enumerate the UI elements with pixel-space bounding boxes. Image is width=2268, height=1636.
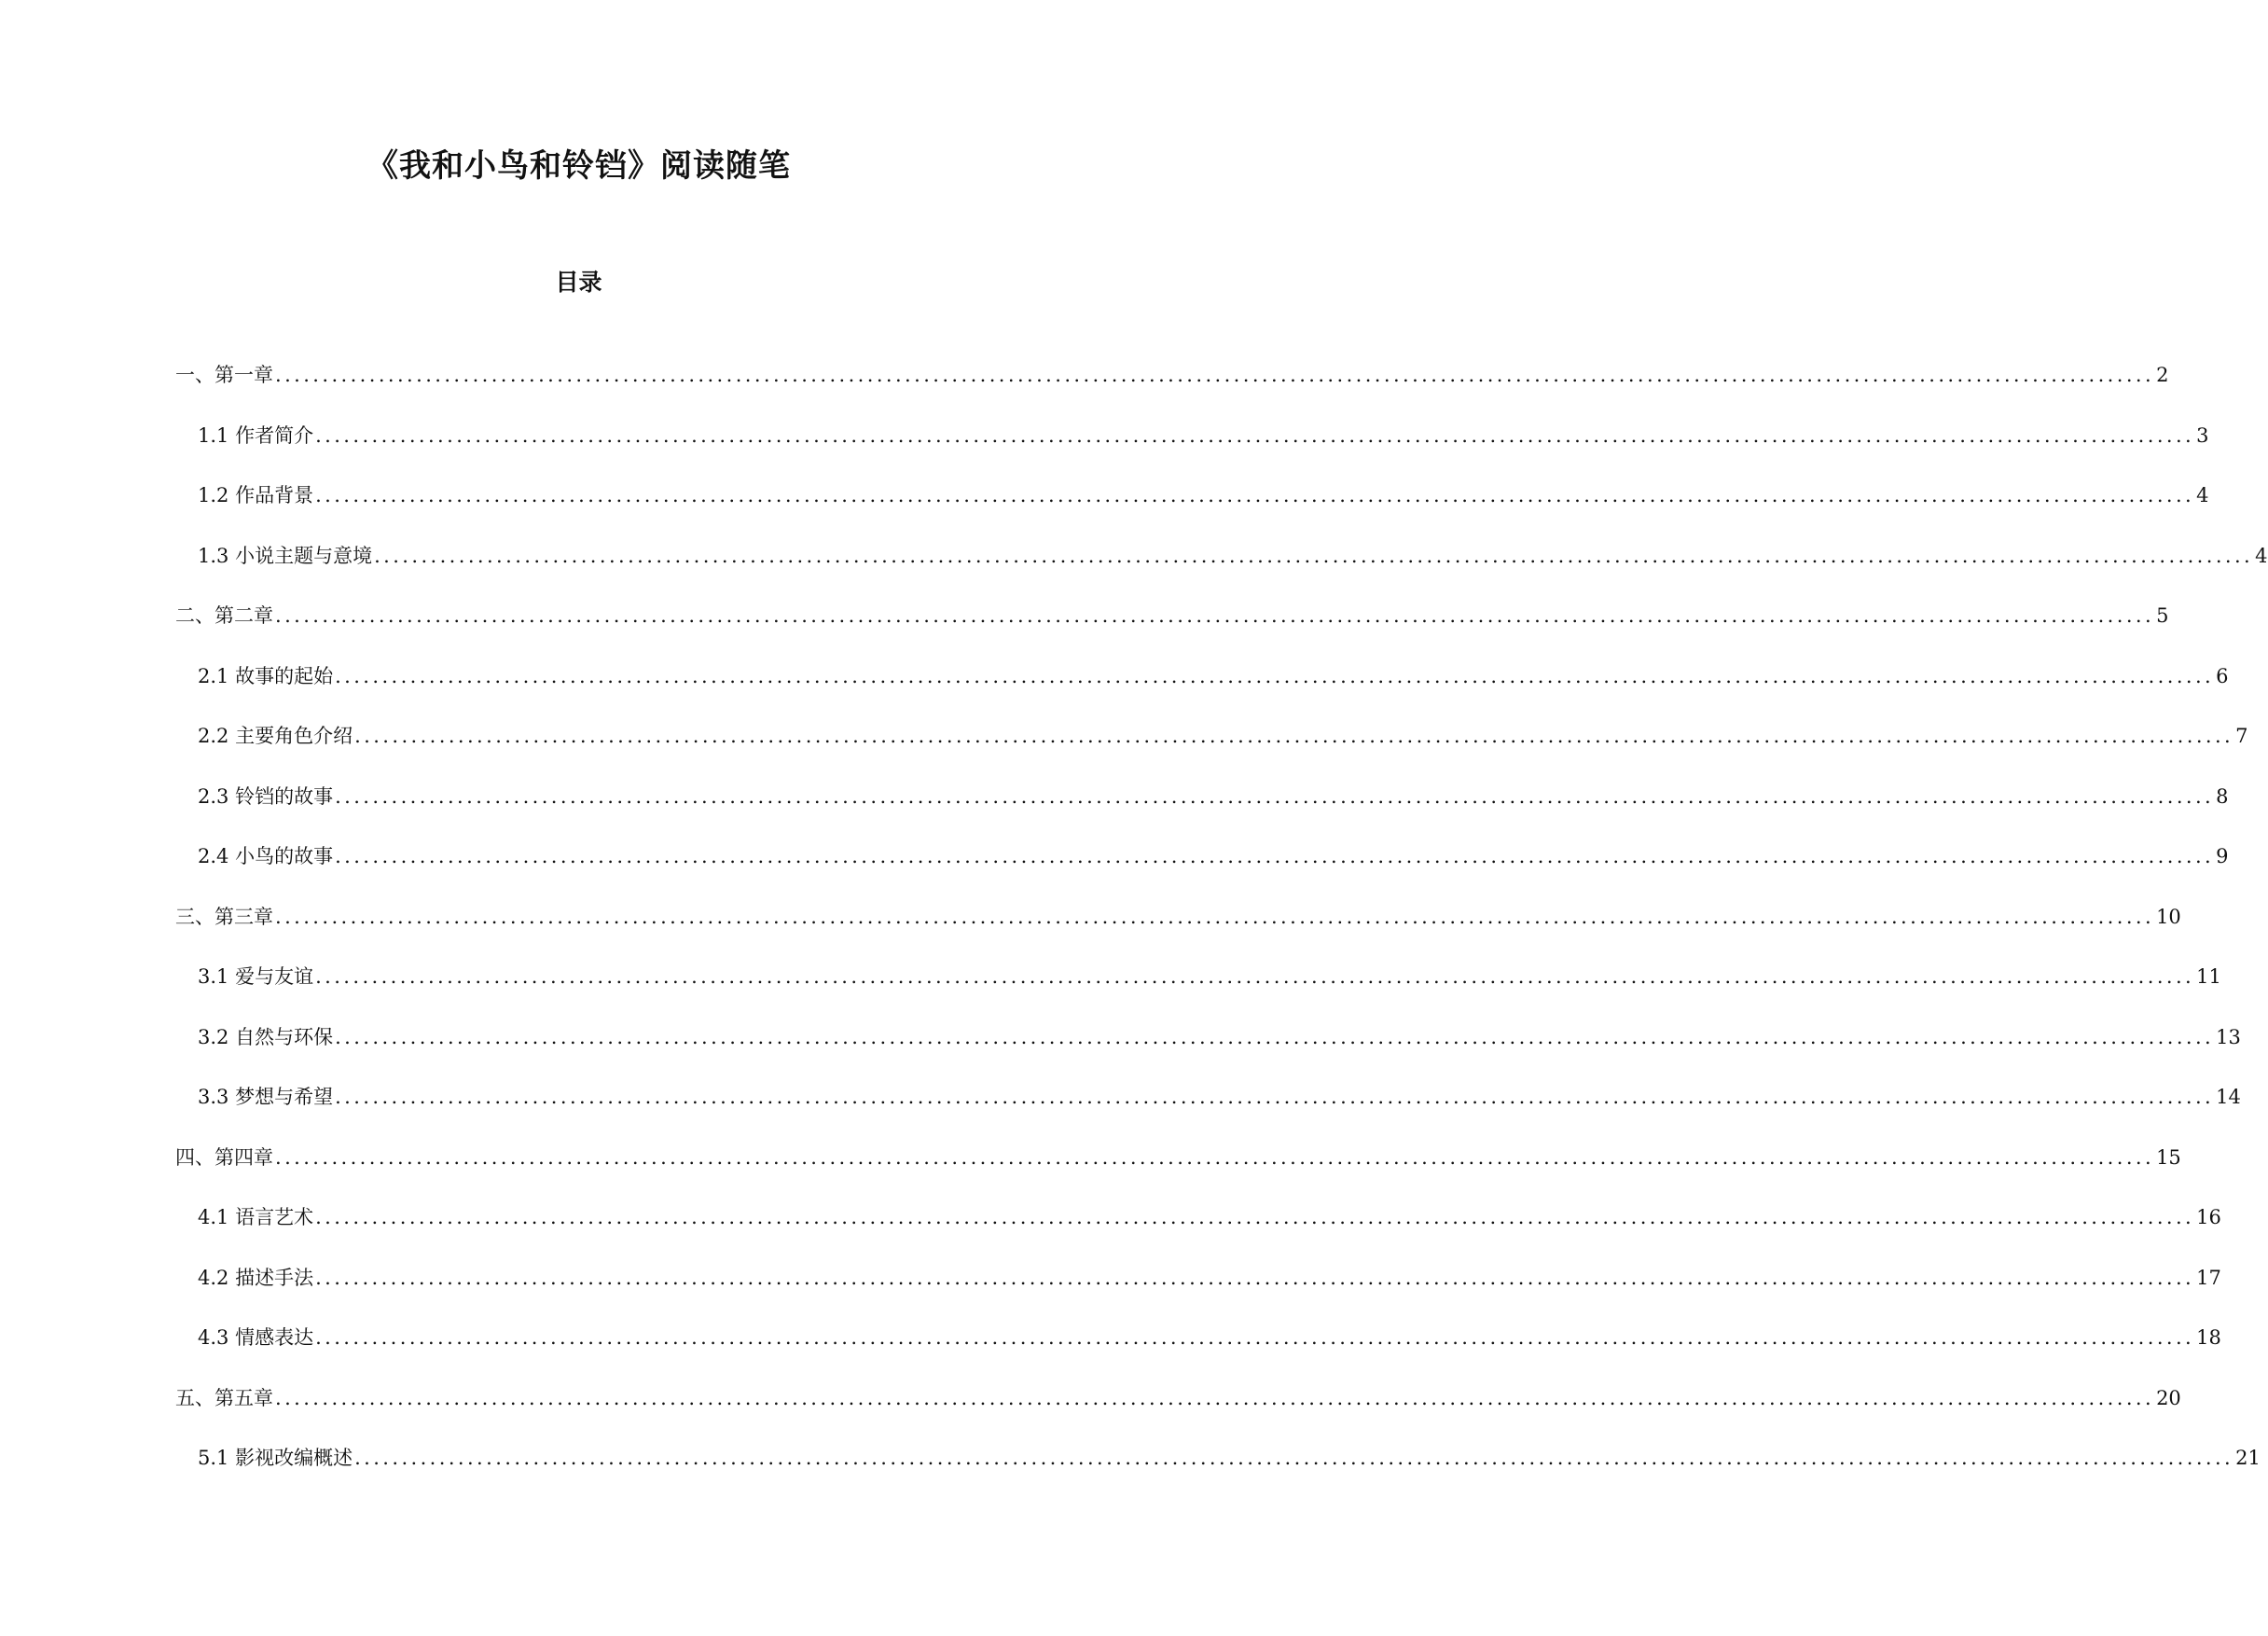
toc-entry[interactable]	[198, 477, 2209, 514]
toc-entry-page-number: 8	[2216, 784, 2229, 808]
toc-dot-leader: ........................................................................................................................................................................................................	[335, 784, 2215, 808]
toc-entry-label: 4.2 描述手法	[198, 1266, 314, 1289]
toc-dot-leader: ........................................................................................................................................................................................................	[275, 905, 2155, 928]
toc-entry-page-number: 20	[2156, 1386, 2181, 1409]
toc-entry-label: 2.1 故事的起始	[198, 664, 334, 687]
toc-dot-leader: ........................................................................................................................................................................................................	[275, 1386, 2155, 1409]
toc-entry[interactable]	[198, 1078, 2241, 1116]
toc-dot-leader: ........................................................................................................................................................................................................	[335, 1086, 2215, 1108]
toc-entry[interactable]	[175, 898, 2181, 936]
toc-entry-page-number: 13	[2216, 1025, 2241, 1048]
toc-entry-label: 1.3 小说主题与意境	[198, 544, 373, 567]
document-title: 《我和小鸟和铃铛》阅读随笔	[366, 147, 791, 185]
toc-entry-page-number: 9	[2216, 845, 2229, 867]
toc-entry[interactable]	[175, 597, 2169, 634]
toc-entry[interactable]	[198, 838, 2229, 875]
toc-dot-leader: ........................................................................................................................................................................................................	[335, 845, 2215, 867]
toc-entry-page-number: 10	[2156, 905, 2181, 928]
toc-entry[interactable]	[175, 1380, 2181, 1417]
toc-entry[interactable]	[198, 778, 2229, 815]
toc-entry-label: 一、第一章	[175, 364, 273, 386]
toc-entry-page-number: 2	[2156, 364, 2169, 386]
toc-entry[interactable]	[198, 1259, 2221, 1296]
toc-dot-leader: ........................................................................................................................................................................................................	[335, 664, 2215, 687]
toc-dot-leader: ........................................................................................................................................................................................................	[354, 725, 2234, 747]
toc-dot-leader: ........................................................................................................................................................................................................	[275, 1145, 2155, 1169]
toc-entry-label: 五、第五章	[175, 1386, 273, 1409]
toc-dot-leader: ........................................................................................................................................................................................................	[315, 1266, 2195, 1289]
toc-entry-page-number: 17	[2196, 1266, 2221, 1289]
toc-entry-label: 二、第二章	[175, 604, 273, 627]
toc-dot-leader: ........................................................................................................................................................................................................	[374, 544, 2254, 567]
toc-dot-leader: ........................................................................................................................................................................................................	[315, 423, 2195, 447]
toc-heading: 目录	[555, 269, 602, 296]
toc-entry-page-number: 4	[2196, 484, 2209, 506]
toc-entry[interactable]	[198, 417, 2209, 454]
toc-entry[interactable]	[198, 1019, 2241, 1056]
toc-entry-page-number: 11	[2196, 965, 2221, 988]
toc-entry[interactable]	[175, 1139, 2181, 1176]
toc-entry-label: 1.1 作者简介	[198, 423, 314, 447]
toc-entry[interactable]	[198, 658, 2229, 695]
toc-entry-page-number: 5	[2156, 604, 2169, 627]
toc-dot-leader: ........................................................................................................................................................................................................	[275, 604, 2155, 627]
toc-entry-label: 四、第四章	[175, 1145, 273, 1169]
toc-entry-label: 3.1 爱与友谊	[198, 965, 314, 988]
toc-dot-leader: ........................................................................................................................................................................................................	[315, 965, 2195, 988]
toc-entry[interactable]	[198, 1319, 2221, 1356]
toc-entry-page-number: 7	[2235, 725, 2248, 747]
toc-dot-leader: ........................................................................................................................................................................................................	[354, 1447, 2234, 1469]
toc-entry[interactable]	[198, 717, 2248, 755]
toc-entry-page-number: 3	[2196, 423, 2209, 447]
toc-entry-label: 4.3 情感表达	[198, 1326, 314, 1349]
toc-dot-leader: ........................................................................................................................................................................................................	[315, 1326, 2195, 1349]
toc-entry-label: 2.2 主要角色介绍	[198, 725, 353, 747]
toc-entry[interactable]	[198, 958, 2221, 995]
toc-entry-page-number: 6	[2216, 664, 2229, 687]
toc-entry-label: 2.3 铃铛的故事	[198, 784, 334, 808]
toc-entry-label: 2.4 小鸟的故事	[198, 845, 334, 867]
toc-entry[interactable]	[198, 1199, 2221, 1236]
toc-entry-page-number: 4	[2255, 544, 2268, 567]
toc-dot-leader: ........................................................................................................................................................................................................	[315, 484, 2195, 506]
toc-entry-page-number: 21	[2235, 1447, 2261, 1469]
toc-entry-label: 三、第三章	[175, 905, 273, 928]
toc-entry[interactable]	[198, 1439, 2261, 1477]
toc-dot-leader: ........................................................................................................................................................................................................	[315, 1206, 2195, 1228]
toc-entry-page-number: 14	[2216, 1086, 2241, 1108]
toc-entry-label: 1.2 作品背景	[198, 484, 314, 506]
toc-entry[interactable]	[175, 356, 2169, 394]
toc-entry-label: 3.2 自然与环保	[198, 1025, 334, 1048]
toc-entry-label: 4.1 语言艺术	[198, 1206, 314, 1228]
toc-entry-page-number: 18	[2196, 1326, 2221, 1349]
toc-entry-page-number: 15	[2156, 1145, 2181, 1169]
toc-entry-label: 3.3 梦想与希望	[198, 1086, 334, 1108]
toc-entry-page-number: 16	[2196, 1206, 2221, 1228]
toc-dot-leader: ........................................................................................................................................................................................................	[335, 1025, 2215, 1048]
toc-entry-label: 5.1 影视改编概述	[198, 1447, 353, 1469]
toc-entry[interactable]	[198, 537, 2268, 575]
toc-dot-leader: ........................................................................................................................................................................................................	[275, 364, 2155, 386]
